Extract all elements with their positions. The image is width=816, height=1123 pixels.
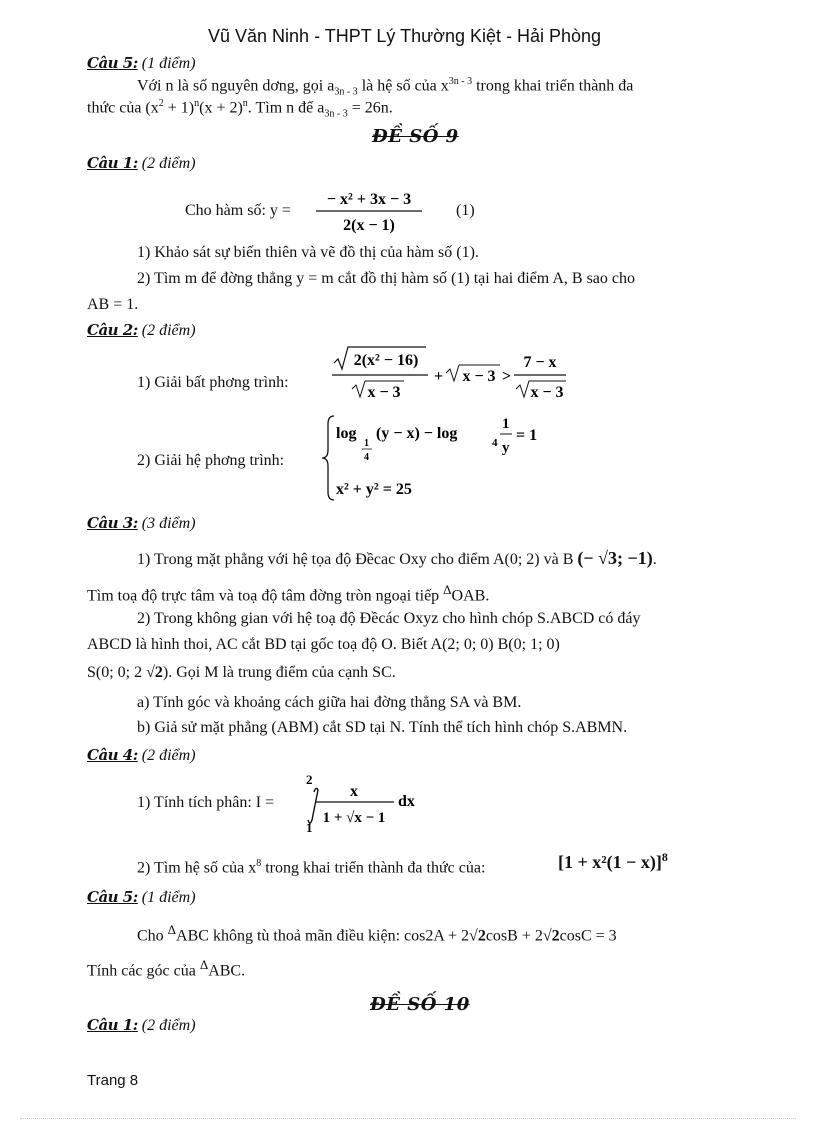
text: OAB. <box>451 587 490 605</box>
function-fraction <box>314 186 424 238</box>
q3-part1-line1: 1) Trong mặt phẳng với hệ tọa độ Đềcac Oxy cho điểm A(0; 2) và B (− √3; −1). <box>137 548 657 568</box>
text: ABC không tù thoả mãn điều kiện: cos2A + 2 <box>176 927 470 945</box>
subscript: 3n - 3 <box>334 86 358 98</box>
question-label: Câu 5: <box>87 888 138 906</box>
function-intro: Cho hàm số: y = <box>185 202 291 219</box>
triangle-symbol: Δ <box>443 582 452 597</box>
q3-part2-line2: ABCD là hình thoi, AC cắt BD tại gốc toạ độ O. Biết A(2; 0; 0) B(0; 1; 0) <box>87 636 560 653</box>
superscript: n <box>194 98 200 109</box>
exam-title-10: ĐỀ SỐ 10 <box>370 994 470 1015</box>
text: cosB + 2 <box>485 927 543 945</box>
question-label: Câu 3: <box>87 514 138 532</box>
exam-title-9: ĐỀ SỐ 9 <box>372 126 459 147</box>
log-base-den: 4 <box>364 452 369 463</box>
integral-expression <box>302 770 442 834</box>
text: Tìm toạ độ trực tâm và toạ độ tâm đờng tròn ngoại tiếp <box>87 587 440 605</box>
question-points: (2 điểm) <box>141 155 196 172</box>
text: = 26n. <box>347 99 393 117</box>
question-label: Câu 1: <box>87 1016 138 1034</box>
log-base: 4 <box>492 437 498 449</box>
log-text: (y − x) − log <box>376 425 458 442</box>
q2-part2: 2) Giải hệ phơng trình: <box>137 452 285 469</box>
dx: dx <box>398 793 415 810</box>
denominator: x − 3 <box>367 384 401 401</box>
q5-line2 <box>87 957 245 980</box>
q5-line1 <box>137 922 617 945</box>
question-5b-heading <box>87 888 196 907</box>
text: Với n là số nguyên dơng, gọi a <box>137 77 335 95</box>
page-number: Trang 8 <box>87 1072 139 1089</box>
text: (x + 2) <box>199 99 243 117</box>
text: . Tìm n để a <box>247 99 325 117</box>
numerator: − x² + 3x − 3 <box>326 191 412 208</box>
q2-part1: 1) Giải bất phơng trình: <box>137 374 289 391</box>
q3-part2-line1: 2) Trong không gian với hệ toạ độ Đềcác Oxyz cho hình chóp S.ABCD có đáy <box>137 610 641 627</box>
question-points: (1 điểm) <box>141 889 196 906</box>
subscript: 3n - 3 <box>324 108 348 120</box>
superscript: 2 <box>158 98 164 109</box>
numerator: 2(x² − 16) <box>353 352 419 369</box>
question-1-heading <box>87 154 196 173</box>
sqrt-two: √2 <box>469 927 486 945</box>
q4-part2 <box>137 858 485 877</box>
sqrt-two: √2 <box>542 927 560 945</box>
lower-limit: 1 <box>306 820 313 834</box>
equation-tag: (1) <box>456 202 475 219</box>
text: 1) Trong mặt phẳng với hệ tọa độ Đềcac Oxy cho điểm A(0; 2) và B <box>137 551 574 568</box>
question-label: Câu 4: <box>87 746 138 764</box>
q1-part1: 1) Khảo sát sự biến thiên và vẽ đồ thị của hàm số (1). <box>137 244 479 261</box>
equals-one: = 1 <box>516 427 538 444</box>
numerator: x <box>350 783 358 800</box>
question-3-heading <box>87 514 196 533</box>
gt-sign: > <box>502 368 512 385</box>
text: cosC = 3 <box>559 927 617 945</box>
expansion-expression <box>558 850 668 873</box>
triangle-symbol: Δ <box>167 922 177 937</box>
text: ). Gọi M là trung điểm của cạnh SC. <box>162 664 396 681</box>
question-points: (3 điểm) <box>141 515 196 532</box>
plus-sign: + <box>434 368 444 385</box>
question-label: Câu 2: <box>87 321 138 339</box>
log-text: log <box>336 425 357 442</box>
text: Tính các góc của <box>87 962 196 980</box>
text: ABC. <box>208 962 246 980</box>
denominator: 2(x − 1) <box>343 217 395 234</box>
inequality-expression <box>330 345 570 407</box>
q1-part2-line2: AB = 1. <box>87 296 139 313</box>
q3-part2-line3 <box>87 664 396 682</box>
q3-part1-line2 <box>87 582 489 605</box>
page-bottom-rule <box>20 1118 796 1119</box>
equation-system <box>320 412 550 504</box>
second-equation: x² + y² = 25 <box>336 481 412 498</box>
text: trong khai triển thành đa thức của: <box>261 859 486 877</box>
fraction-num: 1 <box>502 416 510 432</box>
top-para-line2 <box>87 98 393 120</box>
denominator: 1 + √x − 1 <box>322 810 386 826</box>
text: là hệ số của x <box>357 77 449 95</box>
question-points: (2 điểm) <box>141 747 196 764</box>
point-b: (− √3; −1) <box>577 548 653 568</box>
q4-part1: 1) Tính tích phân: I = <box>137 794 275 811</box>
fraction-den: y <box>502 440 510 456</box>
log-base-num: 1 <box>364 438 369 449</box>
text: thức của (x <box>87 99 159 117</box>
text: + 1) <box>163 99 195 117</box>
page-header: Vũ Văn Ninh - THPT Lý Thường Kiệt - Hải Phòng <box>208 26 602 46</box>
top-para-line1 <box>137 76 633 98</box>
expression: [1 + x²(1 − x)] <box>558 852 662 872</box>
question-2-heading <box>87 321 196 340</box>
superscript: 8 <box>256 858 262 869</box>
power: 8 <box>661 850 668 864</box>
numerator: 7 − x <box>523 354 557 371</box>
triangle-symbol: Δ <box>199 957 209 972</box>
question-label: Câu 1: <box>87 154 138 172</box>
question-label: Câu 5: <box>87 54 138 72</box>
question-points: (2 điểm) <box>141 322 196 339</box>
text: trong khai triển thành đa <box>472 77 634 95</box>
text: Cho <box>137 927 164 945</box>
text: 2) Tìm hệ số của x <box>137 859 257 877</box>
upper-limit: 2 <box>306 772 313 787</box>
question-5-heading <box>87 54 196 73</box>
sqrt-two: √2 <box>146 664 163 681</box>
q1-part2-line1: 2) Tìm m để đờng thẳng y = m cắt đồ thị hàm số (1) tại hai điểm A, B sao cho <box>137 270 635 287</box>
q3-part-b: b) Giả sử mặt phẳng (ABM) cắt SD tại N. Tính thể tích hình chóp S.ABMN. <box>137 719 628 736</box>
question-1b-heading <box>87 1016 196 1035</box>
question-4-heading <box>87 746 196 765</box>
superscript: 3n - 3 <box>448 76 473 87</box>
question-points: (2 điểm) <box>141 1017 196 1034</box>
denominator: x − 3 <box>530 384 564 401</box>
superscript: n <box>242 98 248 109</box>
sqrt-term: x − 3 <box>462 368 496 385</box>
q3-part-a: a) Tính góc và khoảng cách giữa hai đờng thẳng SA và BM. <box>137 694 522 711</box>
text: S(0; 0; 2 <box>87 664 143 681</box>
question-points: (1 điểm) <box>141 55 196 72</box>
